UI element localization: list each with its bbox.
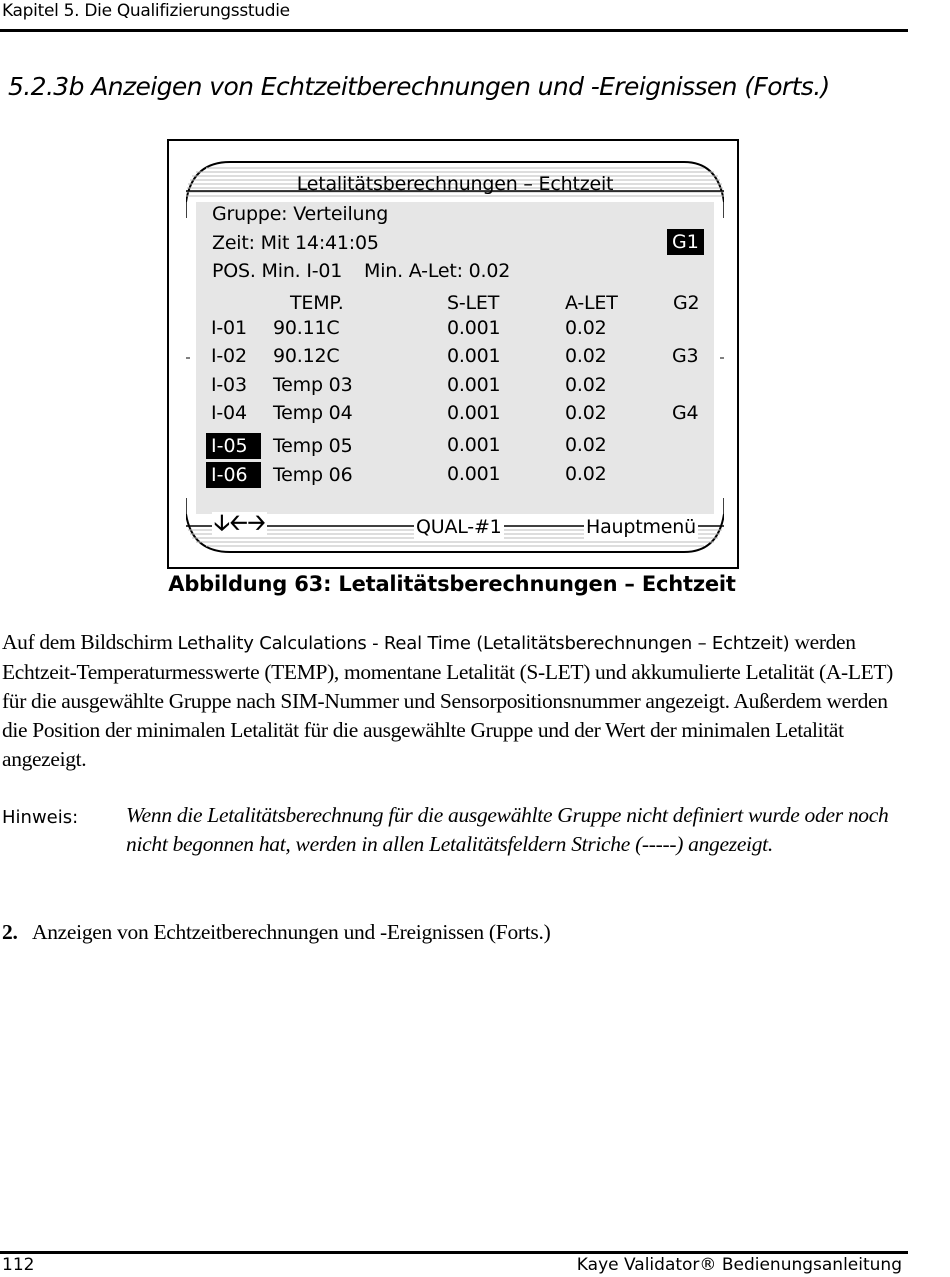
row-alet: 0.02: [565, 402, 607, 424]
row-temp: Temp 04: [273, 402, 353, 424]
row-temp: 90.11C: [273, 317, 340, 339]
figure-caption: Abbildung 63: Letalitätsberechnungen – Echtzeit: [168, 572, 736, 596]
step-number: 2.: [2, 920, 18, 944]
row-slet: 0.001: [447, 434, 501, 456]
row-slet: 0.001: [447, 463, 501, 485]
row-id[interactable]: I-02: [211, 345, 247, 367]
row-alet: 0.02: [565, 345, 607, 367]
group-g1-selected[interactable]: G1: [667, 229, 704, 255]
row-alet: 0.02: [565, 434, 607, 456]
screen-name: Lethality Calculations - Real Time (Letalitätsberechnungen – Echtzeit): [177, 633, 790, 654]
note-text: Wenn die Letalitätsberechnung für die ausgewählte Gruppe nicht definiert wurde oder noch nicht begonnen hat, werden in allen Letalitätsfeldern Striche (-----) angezeigt.: [126, 803, 889, 856]
body-intro: Auf dem Bildschirm: [2, 630, 178, 654]
min-alet: Min. A-Let: 0.02: [364, 260, 511, 282]
row-id[interactable]: I-04: [211, 402, 247, 424]
group-g4[interactable]: G4: [672, 402, 699, 424]
group-line: Gruppe: Verteilung: [212, 203, 389, 225]
col-slet-header: S-LET: [447, 292, 500, 314]
row-temp: Temp 06: [273, 464, 353, 486]
col-alet-header: A-LET: [565, 292, 618, 314]
body-text: werden Echtzeit-Temperaturmesswerte (TEMP), momentane Letalität (S-LET) und akkumulierte Letalität (A-LET) für die ausgewählte Gruppe nach SIM-Nummer und Sensorpositionsnummer angezeigt. Außerdem werden die Position der minimalen Letalität für die ausgewählte Gruppe und der Wert der minimalen Letalität angezeigt.: [2, 630, 893, 771]
manual-title: Kaye Validator® Bedienungsanleitung: [576, 1255, 902, 1275]
group-g2[interactable]: G2: [673, 292, 700, 314]
group-g3[interactable]: G3: [672, 345, 699, 367]
row-id-selected[interactable]: I-05: [206, 433, 261, 459]
qual-softkey[interactable]: QUAL-#1: [416, 516, 502, 538]
row-slet: 0.001: [447, 402, 501, 424]
body-paragraph: [2, 628, 902, 774]
time-line: Zeit: Mit 14:41:05: [212, 232, 379, 254]
running-header: Kapitel 5. Die Qualifizierungsstudie: [2, 1, 290, 21]
section-title: 5.2.3b Anzeigen von Echtzeitberechnungen und -Ereignissen (Forts.): [8, 72, 830, 101]
row-alet: 0.02: [565, 317, 607, 339]
row-slet: 0.001: [447, 317, 501, 339]
row-id[interactable]: I-01: [211, 317, 247, 339]
step-text: Anzeigen von Echtzeitberechnungen und -Ereignissen (Forts.): [32, 920, 551, 944]
main-menu-softkey[interactable]: Hauptmenü: [586, 516, 696, 538]
row-id-selected[interactable]: I-06: [206, 462, 261, 488]
row-alet: 0.02: [565, 374, 607, 396]
device-screen: [186, 158, 724, 554]
row-slet: 0.001: [447, 374, 501, 396]
row-alet: 0.02: [565, 463, 607, 485]
arrow-keys-icon[interactable]: 🡣🡠🡢: [214, 511, 266, 536]
note-label: Hinweis:: [2, 807, 79, 828]
col-temp-header: TEMP.: [290, 292, 344, 314]
pos-min: POS. Min. I-01: [212, 260, 343, 282]
screen-title: Letalitätsberechnungen – Echtzeit: [296, 173, 614, 195]
page-number: 112: [2, 1255, 35, 1275]
figure-frame: [167, 139, 739, 569]
header-rule: [0, 29, 908, 32]
row-temp: Temp 05: [273, 435, 353, 457]
row-temp: 90.12C: [273, 345, 340, 367]
row-temp: Temp 03: [273, 374, 353, 396]
row-id[interactable]: I-03: [211, 374, 247, 396]
step-item: [2, 918, 550, 947]
row-slet: 0.001: [447, 345, 501, 367]
